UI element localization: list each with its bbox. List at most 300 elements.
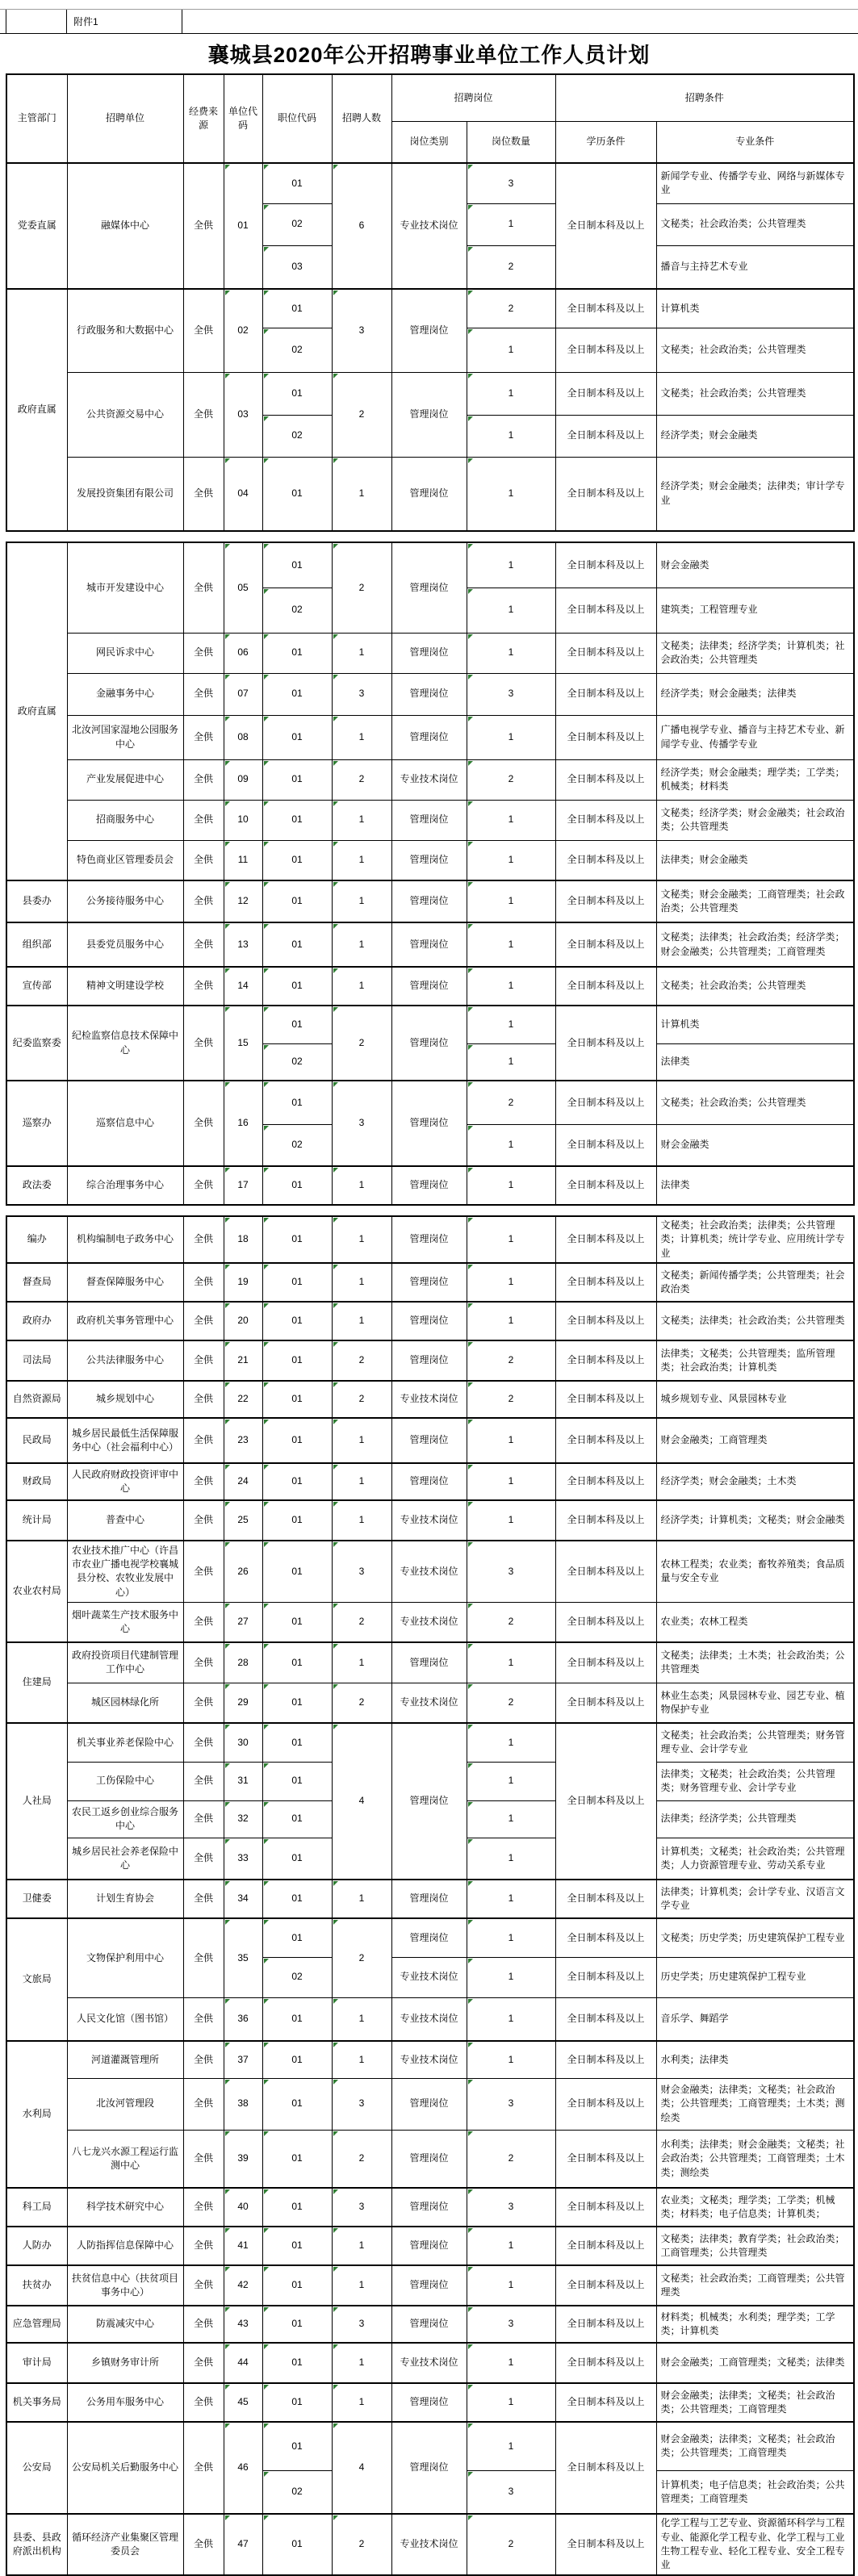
- cell-edu: 全日制本科及以上: [555, 1166, 656, 1205]
- cell-major: 文秘类；法律类；教育学类；社会政治类；工商管理类；公共管理类: [656, 2227, 854, 2265]
- cell-major: 文秘类；经济学类；财会金融类；社会政治类；公共管理类: [656, 800, 854, 840]
- cell-pcode: 01: [262, 1838, 332, 1880]
- table-row: [6, 2306, 854, 2343]
- cell-dept: 财政局: [6, 1463, 67, 1500]
- cell-pqty: 2: [467, 1340, 555, 1381]
- cell-src: 全供: [183, 1302, 224, 1340]
- cell-major: 水利类；法律类: [656, 2041, 854, 2078]
- cell-pqty: 2: [467, 2130, 555, 2188]
- cell-unit: 融媒体中心: [67, 163, 183, 289]
- cell-src: 全供: [183, 2422, 224, 2514]
- cell-pcode: 01: [262, 1340, 332, 1381]
- cell-pqty: 1: [467, 1723, 555, 1762]
- cell-pqty: 1: [467, 1124, 555, 1166]
- table-row: [6, 967, 854, 1006]
- cell-unit: 人民文化馆（图书馆）: [67, 1997, 183, 2041]
- cell-unit: 城乡居民最低生活保障服务中心（社会福利中心）: [67, 1418, 183, 1463]
- cell-pqty: 1: [467, 1216, 555, 1263]
- cell-ptype: 专业技术岗位: [391, 1500, 467, 1541]
- cell-src: 全供: [183, 2265, 224, 2306]
- cell-major: 文秘类；社会政治类；公共管理类；财务管理专业、会计学专业: [656, 1723, 854, 1762]
- cell-major: 文秘类；法律类；土木类；社会政治类；公共管理类: [656, 1642, 854, 1683]
- cell-major: 经济学类；财会金融类: [656, 415, 854, 457]
- table-row: [6, 1723, 854, 1762]
- cell-edu: 全日制本科及以上: [555, 1500, 656, 1541]
- cell-major: 经济学类；计算机类；文秘类；财会金融类: [656, 1500, 854, 1541]
- cell-edu: 全日制本科及以上: [555, 800, 656, 840]
- cell-src: 全供: [183, 633, 224, 673]
- cell-edu: 全日制本科及以上: [555, 1381, 656, 1418]
- cell-ucode: 27: [224, 1602, 262, 1642]
- cell-ptype: 管理岗位: [391, 2265, 467, 2306]
- header-post-type: 岗位类别: [391, 122, 467, 164]
- cell-unit: 金融事务中心: [67, 673, 183, 715]
- table-row: [6, 1081, 854, 1124]
- cell-edu: 全日制本科及以上: [555, 1263, 656, 1302]
- cell-unit: 防震减灾中心: [67, 2306, 183, 2343]
- page-title: 襄城县2020年公开招聘事业单位工作人员计划: [207, 43, 651, 67]
- cell-ucode: 42: [224, 2265, 262, 2306]
- cell-pqty: 1: [467, 880, 555, 922]
- cell-ptype: 管理岗位: [391, 1340, 467, 1381]
- cell-ucode: 25: [224, 1500, 262, 1541]
- cell-major: 财会金融类；法律类；文秘类；社会政治类；公共管理类；工商管理类；土木类；测绘类: [656, 2078, 854, 2130]
- cell-pcode: 01: [262, 1418, 332, 1463]
- cell-src: 全供: [183, 840, 224, 880]
- segment-body-2: [6, 1216, 854, 2575]
- cell-pqty: 1: [467, 2227, 555, 2265]
- cell-edu: 全日制本科及以上: [555, 1918, 656, 1957]
- cell-edu: 全日制本科及以上: [555, 2514, 656, 2575]
- cell-num: 1: [332, 1263, 391, 1302]
- cell-num: 3: [332, 2188, 391, 2227]
- cell-src: 全供: [183, 1800, 224, 1838]
- cell-ucode: 10: [224, 800, 262, 840]
- cell-unit: 县委党员服务中心: [67, 922, 183, 967]
- table-row: [6, 1418, 854, 1463]
- cell-unit: 公务用车服务中心: [67, 2383, 183, 2422]
- cell-pqty: 2: [467, 245, 555, 289]
- header-recruit-condition-group: 招聘条件: [555, 74, 854, 122]
- cell-num: 1: [332, 1880, 391, 1918]
- cell-major: 文秘类；社会政治类；公共管理类: [656, 203, 854, 245]
- cell-ucode: 38: [224, 2078, 262, 2130]
- cell-ucode: 47: [224, 2514, 262, 2575]
- cell-ptype: 管理岗位: [391, 457, 467, 531]
- cell-ptype: 管理岗位: [391, 2383, 467, 2422]
- cell-pcode: 02: [262, 203, 332, 245]
- cell-unit: 城乡居民社会养老保险中心: [67, 1838, 183, 1880]
- header-unit: 招聘单位: [67, 74, 183, 163]
- cell-unit: 八七龙兴水源工程运行监测中心: [67, 2130, 183, 2188]
- cell-edu: 全日制本科及以上: [555, 2041, 656, 2078]
- cell-pcode: 01: [262, 2265, 332, 2306]
- cell-pqty: 3: [467, 163, 555, 203]
- cell-pqty: 2: [467, 1381, 555, 1418]
- cell-pcode: 01: [262, 372, 332, 415]
- table-row: [6, 1602, 854, 1642]
- cell-unit: 人防指挥信息保障中心: [67, 2227, 183, 2265]
- cell-ptype: 专业技术岗位: [391, 1541, 467, 1602]
- cell-major: 法律类；财会金融类: [656, 840, 854, 880]
- cell-src: 全供: [183, 1166, 224, 1205]
- cell-ptype: 管理岗位: [391, 1216, 467, 1263]
- cell-pcode: 01: [262, 633, 332, 673]
- cell-src: 全供: [183, 2227, 224, 2265]
- cell-dept: 公安局: [6, 2422, 67, 2514]
- cell-src: 全供: [183, 922, 224, 967]
- cell-edu: 全日制本科及以上: [555, 2130, 656, 2188]
- cell-unit: 产业发展促进中心: [67, 759, 183, 800]
- cell-pcode: 01: [262, 967, 332, 1006]
- cell-ptype: 专业技术岗位: [391, 1957, 467, 1997]
- cell-ucode: 33: [224, 1838, 262, 1880]
- cell-ptype: 管理岗位: [391, 1081, 467, 1166]
- cell-ptype: 管理岗位: [391, 1880, 467, 1918]
- cell-dept: 文旅局: [6, 1918, 67, 2041]
- cell-src: 全供: [183, 163, 224, 289]
- table-row: [6, 1216, 854, 1263]
- cell-num: 3: [332, 2078, 391, 2130]
- cell-num: 3: [332, 1541, 391, 1602]
- cell-pqty: 1: [467, 328, 555, 372]
- cell-unit: 乡镇财务审计所: [67, 2343, 183, 2383]
- cell-ucode: 45: [224, 2383, 262, 2422]
- cell-pcode: 01: [262, 1541, 332, 1602]
- cell-major: 经济学类；财会金融类；法律类；审计学专业: [656, 457, 854, 531]
- cell-src: 全供: [183, 2343, 224, 2383]
- cell-major: 农业类；文秘类；理学类；工学类；机械类；材料类；电子信息类；计算机类；: [656, 2188, 854, 2227]
- cell-edu: 全日制本科及以上: [555, 1006, 656, 1081]
- cell-src: 全供: [183, 1683, 224, 1723]
- cell-pcode: 02: [262, 1043, 332, 1081]
- cell-unit: 公安局机关后勤服务中心: [67, 2422, 183, 2514]
- cell-num: 2: [332, 542, 391, 633]
- cell-num: 2: [332, 372, 391, 457]
- cell-pcode: 01: [262, 759, 332, 800]
- header-recruit-count: 招聘人数: [332, 74, 391, 163]
- cell-src: 全供: [183, 1880, 224, 1918]
- cell-edu: 全日制本科及以上: [555, 1463, 656, 1500]
- cell-pcode: 02: [262, 1957, 332, 1997]
- cell-pqty: 1: [467, 922, 555, 967]
- cell-edu: 全日制本科及以上: [555, 633, 656, 673]
- cell-src: 全供: [183, 880, 224, 922]
- cell-pcode: 01: [262, 1683, 332, 1723]
- cell-num: 1: [332, 715, 391, 759]
- header-recruit-post-group: 招聘岗位: [391, 74, 555, 122]
- cell-pqty: 1: [467, 1838, 555, 1880]
- cell-pqty: 1: [467, 1463, 555, 1500]
- cell-pqty: 1: [467, 1918, 555, 1957]
- cell-num: 1: [332, 967, 391, 1006]
- cell-major: 文秘类；社会政治类；公共管理类: [656, 967, 854, 1006]
- cell-ucode: 39: [224, 2130, 262, 2188]
- cell-edu: 全日制本科及以上: [555, 1642, 656, 1683]
- header-dept: 主管部门: [6, 74, 67, 163]
- cell-edu: 全日制本科及以上: [555, 2078, 656, 2130]
- cell-unit: 督查保障服务中心: [67, 1263, 183, 1302]
- cell-pqty: 1: [467, 1957, 555, 1997]
- cell-edu: 全日制本科及以上: [555, 673, 656, 715]
- cell-pqty: 1: [467, 1166, 555, 1205]
- cell-src: 全供: [183, 2130, 224, 2188]
- cell-ucode: 21: [224, 1340, 262, 1381]
- table-row: [6, 1340, 854, 1381]
- cell-unit: 扶贫信息中心（扶贫项目事务中心）: [67, 2265, 183, 2306]
- table-row: [6, 800, 854, 840]
- table-row: [6, 1997, 854, 2041]
- cell-pcode: 01: [262, 1081, 332, 1124]
- cell-dept: 住建局: [6, 1642, 67, 1723]
- cell-pcode: 01: [262, 800, 332, 840]
- cell-edu: 全日制本科及以上: [555, 588, 656, 633]
- cell-pqty: 2: [467, 1081, 555, 1124]
- cell-edu: 全日制本科及以上: [555, 2306, 656, 2343]
- recruitment-table-segment-1: [6, 73, 855, 532]
- cell-pcode: 01: [262, 1602, 332, 1642]
- cell-num: 6: [332, 163, 391, 289]
- cell-pcode: 01: [262, 1997, 332, 2041]
- cell-dept: 科工局: [6, 2188, 67, 2227]
- cell-major: 计算机类: [656, 1006, 854, 1043]
- cell-pqty: 1: [467, 715, 555, 759]
- cell-major: 林业生态类；风景园林专业、园艺专业、植物保护专业: [656, 1683, 854, 1723]
- cell-pcode: 01: [262, 2188, 332, 2227]
- cell-ptype: 管理岗位: [391, 922, 467, 967]
- cell-ptype: 管理岗位: [391, 1723, 467, 1880]
- cell-pqty: 1: [467, 2265, 555, 2306]
- cell-src: 全供: [183, 2041, 224, 2078]
- cell-num: 2: [332, 1006, 391, 1081]
- cell-dept: 统计局: [6, 1500, 67, 1541]
- cell-unit: 机构编制电子政务中心: [67, 1216, 183, 1263]
- cell-num: 2: [332, 1381, 391, 1418]
- cell-major: 计算机类；电子信息类；社会政治类；公共管理类；工商管理类: [656, 2470, 854, 2514]
- recruitment-table-segment-3: [6, 1215, 855, 2576]
- cell-major: 文秘类；社会政治类；公共管理类: [656, 372, 854, 415]
- cell-unit: 公共法律服务中心: [67, 1340, 183, 1381]
- cell-ucode: 19: [224, 1263, 262, 1302]
- cell-ucode: 44: [224, 2343, 262, 2383]
- cell-pcode: 01: [262, 2514, 332, 2575]
- cell-pqty: 1: [467, 1302, 555, 1340]
- cell-num: 1: [332, 840, 391, 880]
- cell-dept: 人社局: [6, 1723, 67, 1880]
- cell-src: 全供: [183, 372, 224, 457]
- cell-num: 1: [332, 633, 391, 673]
- cell-pcode: 01: [262, 2343, 332, 2383]
- cell-edu: 全日制本科及以上: [555, 1602, 656, 1642]
- cell-ptype: 管理岗位: [391, 633, 467, 673]
- cell-ucode: 46: [224, 2422, 262, 2514]
- cell-ucode: 41: [224, 2227, 262, 2265]
- cell-dept: 自然资源局: [6, 1381, 67, 1418]
- cell-pcode: 01: [262, 1762, 332, 1800]
- cell-num: 1: [332, 1463, 391, 1500]
- cell-major: 播音与主持艺术专业: [656, 245, 854, 289]
- cell-src: 全供: [183, 1762, 224, 1800]
- cell-pqty: 1: [467, 1418, 555, 1463]
- cell-pqty: 1: [467, 2041, 555, 2078]
- cell-unit: 农业技术推广中心（许昌市农业广播电视学校襄城县分校、农牧业发展中心）: [67, 1541, 183, 1602]
- cell-pcode: 01: [262, 2227, 332, 2265]
- cell-pqty: 1: [467, 2383, 555, 2422]
- cell-pqty: 1: [467, 588, 555, 633]
- cell-ptype: 管理岗位: [391, 1302, 467, 1340]
- cell-edu: 全日制本科及以上: [555, 1216, 656, 1263]
- cell-pcode: 01: [262, 542, 332, 588]
- cell-unit: 城区园林绿化所: [67, 1683, 183, 1723]
- attachment-label: 附件1: [66, 10, 182, 33]
- cell-pqty: 2: [467, 1602, 555, 1642]
- cell-num: 3: [332, 289, 391, 372]
- cell-pqty: 1: [467, 840, 555, 880]
- cell-pqty: 2: [467, 1683, 555, 1723]
- cell-pqty: 3: [467, 673, 555, 715]
- table-row: [6, 1166, 854, 1205]
- cell-num: 1: [332, 2265, 391, 2306]
- cell-pcode: 01: [262, 1216, 332, 1263]
- cell-major: 法律类: [656, 1166, 854, 1205]
- cell-major: 文秘类；社会政治类；公共管理类: [656, 1081, 854, 1124]
- cell-unit: 特色商业区管理委员会: [67, 840, 183, 880]
- cell-ptype: 管理岗位: [391, 2078, 467, 2130]
- cell-pcode: 01: [262, 1006, 332, 1043]
- cell-pcode: 01: [262, 1166, 332, 1205]
- cell-num: 1: [332, 2041, 391, 2078]
- cell-num: 2: [332, 1683, 391, 1723]
- header-major: 专业条件: [656, 122, 854, 164]
- cell-major: 经济学类；财会金融类；土木类: [656, 1463, 854, 1500]
- table-row: [6, 880, 854, 922]
- cell-src: 全供: [183, 1723, 224, 1762]
- cell-ucode: 40: [224, 2188, 262, 2227]
- cell-unit: 精神文明建设学校: [67, 967, 183, 1006]
- cell-edu: 全日制本科及以上: [555, 2265, 656, 2306]
- cell-ucode: 29: [224, 1683, 262, 1723]
- cell-src: 全供: [183, 1216, 224, 1263]
- cell-pqty: 1: [467, 542, 555, 588]
- cell-edu: 全日制本科及以上: [555, 2383, 656, 2422]
- cell-src: 全供: [183, 800, 224, 840]
- cell-pqty: 3: [467, 2078, 555, 2130]
- header-post-count: 岗位数量: [467, 122, 555, 164]
- cell-major: 计算机类；文秘类；社会政治类；公共管理类；人力资源管理专业、劳动关系专业: [656, 1838, 854, 1880]
- cell-major: 材料类；机械类；水利类；理学类；工学类；计算机类: [656, 2306, 854, 2343]
- cell-dept: 政府办: [6, 1302, 67, 1340]
- cell-unit: 城乡规划中心: [67, 1381, 183, 1418]
- cell-ucode: 08: [224, 715, 262, 759]
- cell-ptype: 管理岗位: [391, 372, 467, 457]
- cell-dept: 政法委: [6, 1166, 67, 1205]
- cell-pcode: 02: [262, 1124, 332, 1166]
- table-row: [6, 673, 854, 715]
- cell-dept: 督查局: [6, 1263, 67, 1302]
- cell-pqty: 1: [467, 1043, 555, 1081]
- cell-edu: 全日制本科及以上: [555, 457, 656, 531]
- cell-ucode: 26: [224, 1541, 262, 1602]
- cell-num: 1: [332, 800, 391, 840]
- cell-unit: 北汝河管理段: [67, 2078, 183, 2130]
- cell-ucode: 06: [224, 633, 262, 673]
- cell-unit: 普查中心: [67, 1500, 183, 1541]
- cell-pcode: 01: [262, 1918, 332, 1957]
- cell-pqty: 1: [467, 1006, 555, 1043]
- cell-ucode: 16: [224, 1081, 262, 1166]
- cell-ucode: 03: [224, 372, 262, 457]
- cell-ptype: 管理岗位: [391, 1263, 467, 1302]
- table-row: [6, 840, 854, 880]
- cell-num: 3: [332, 1081, 391, 1166]
- cell-ptype: 管理岗位: [391, 715, 467, 759]
- table-row: [6, 2227, 854, 2265]
- cell-num: 2: [332, 2514, 391, 2575]
- table-row: [6, 2422, 854, 2470]
- cell-num: 3: [332, 673, 391, 715]
- cell-num: 2: [332, 1602, 391, 1642]
- cell-dept: 审计局: [6, 2343, 67, 2383]
- cell-pcode: 01: [262, 673, 332, 715]
- cell-ptype: 管理岗位: [391, 800, 467, 840]
- table-row: [6, 542, 854, 588]
- cell-major: 文秘类；法律类；社会政治类；公共管理类: [656, 1302, 854, 1340]
- cell-ucode: 13: [224, 922, 262, 967]
- cell-ptype: 专业技术岗位: [391, 759, 467, 800]
- top-strip: [0, 9, 858, 34]
- cell-src: 全供: [183, 1340, 224, 1381]
- cell-unit: 工伤保险中心: [67, 1762, 183, 1800]
- cell-pqty: 2: [467, 759, 555, 800]
- cell-major: 法律类；经济学类；公共管理类: [656, 1800, 854, 1838]
- cell-edu: 全日制本科及以上: [555, 372, 656, 415]
- cell-major: 文秘类；历史学类；历史建筑保护工程专业: [656, 1918, 854, 1957]
- cell-major: 财会金融类；工商管理类；文秘类；法律类: [656, 2343, 854, 2383]
- cell-ptype: 管理岗位: [391, 1918, 467, 1957]
- table-row: [6, 1006, 854, 1043]
- cell-edu: 全日制本科及以上: [555, 840, 656, 880]
- cell-major: 财会金融类；法律类；文秘类；社会政治类；公共管理类；工商管理类: [656, 2422, 854, 2470]
- cell-dept: 编办: [6, 1216, 67, 1263]
- table-row: [6, 1263, 854, 1302]
- cell-src: 全供: [183, 1463, 224, 1500]
- cell-ptype: 专业技术岗位: [391, 1381, 467, 1418]
- cell-ucode: 01: [224, 163, 262, 289]
- cell-major: 财会金融类；法律类；文秘类；社会政治类；公共管理类；工商管理类: [656, 2383, 854, 2422]
- cell-edu: 全日制本科及以上: [555, 1340, 656, 1381]
- table-row: [6, 457, 854, 531]
- cell-major: 城乡规划专业、风景园林专业: [656, 1381, 854, 1418]
- cell-pqty: 1: [467, 633, 555, 673]
- cell-ptype: 专业技术岗位: [391, 2041, 467, 2078]
- cell-pcode: 01: [262, 1800, 332, 1838]
- cell-src: 全供: [183, 967, 224, 1006]
- cell-ptype: 专业技术岗位: [391, 2514, 467, 2575]
- cell-unit: 城市开发建设中心: [67, 542, 183, 633]
- cell-edu: 全日制本科及以上: [555, 967, 656, 1006]
- cell-ucode: 15: [224, 1006, 262, 1081]
- cell-dept: 人防办: [6, 2227, 67, 2265]
- cell-ptype: 管理岗位: [391, 1006, 467, 1081]
- cell-pcode: 01: [262, 1263, 332, 1302]
- cell-edu: 全日制本科及以上: [555, 1997, 656, 2041]
- cell-ptype: 专业技术岗位: [391, 1683, 467, 1723]
- table-row: [6, 372, 854, 415]
- cell-dept: 卫健委: [6, 1880, 67, 1918]
- cell-src: 全供: [183, 1838, 224, 1880]
- cell-pqty: 3: [467, 2470, 555, 2514]
- cell-src: 全供: [183, 1642, 224, 1683]
